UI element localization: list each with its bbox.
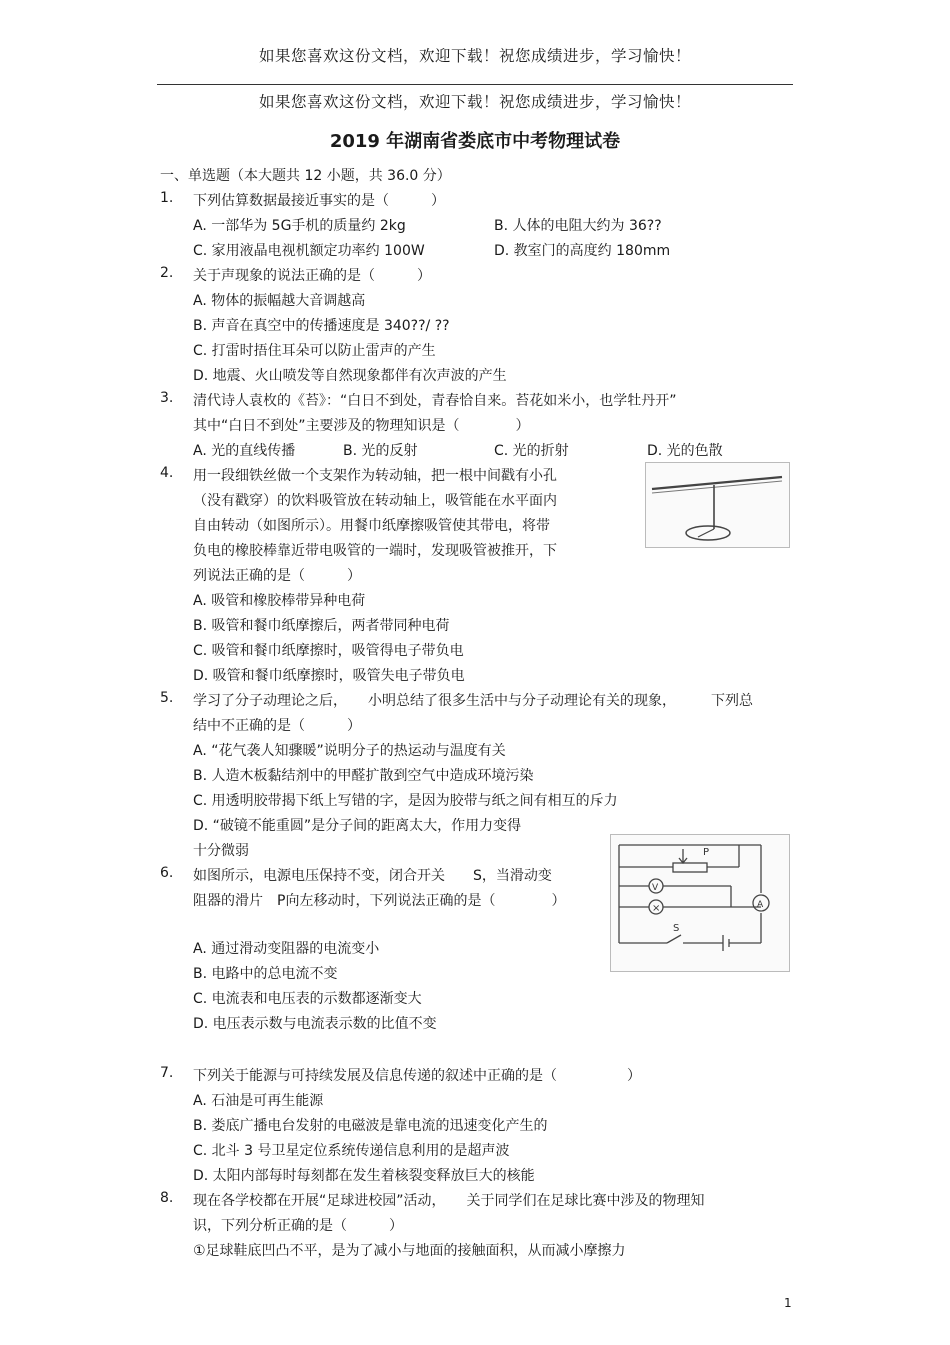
label-x: ×	[652, 903, 661, 914]
q6-stem-line2: 阻器的滑片 P向左移动时，下列说法正确的是（ ）	[193, 893, 566, 909]
q4-stem-line1: 用一段细铁丝做一个支架作为转动轴，把一根中间戳有小孔	[193, 468, 557, 484]
q4-stem-line2: （没有戳穿）的饮料吸管放在转动轴上，吸管能在水平面内	[193, 493, 557, 509]
label-p: P	[703, 847, 710, 858]
q4-straw-figure	[645, 462, 790, 548]
q4-option-b: B. 吸管和餐巾纸摩擦后，两者带同种电荷	[193, 618, 450, 634]
q7-option-b: B. 娄底广播电台发射的电磁波是靠电流的迅速变化产生的	[193, 1118, 548, 1134]
q5-option-d-cont: 十分微弱	[193, 843, 249, 859]
q5-stem-line1: 学习了分子动理论之后， 小明总结了很多生活中与分子动理论有关的现象， 下列总	[193, 693, 753, 709]
q8-number: 8.	[160, 1190, 174, 1206]
q4-stem-line4: 负电的橡胶棒靠近带电吸管的一端时，发现吸管被推开，下	[193, 543, 557, 559]
label-a: A	[757, 900, 764, 910]
q5-option-b: B. 人造木板黏结剂中的甲醛扩散到空气中造成环境污染	[193, 768, 534, 784]
q3-option-d: D. 光的色散	[647, 443, 723, 459]
q6-circuit-figure	[610, 834, 790, 972]
q1-option-c: C. 家用液晶电视机额定功率约 100W	[193, 243, 425, 259]
label-v: V	[652, 883, 659, 893]
q5-option-d: D. “破镜不能重圆”是分子间的距离太大，作用力变得	[193, 818, 522, 834]
q3-option-a: A. 光的直线传播	[193, 443, 296, 459]
q1-option-a: A. 一部华为 5G手机的质量约 2kg	[193, 218, 406, 234]
banner-second: 如果您喜欢这份文档，欢迎下载！祝您成绩进步，学习愉快！	[258, 93, 691, 111]
q6-option-d: D. 电压表示数与电流表示数的比值不变	[193, 1016, 437, 1032]
q2-option-d: D. 地震、火山喷发等自然现象都伴有次声波的产生	[193, 368, 507, 384]
q5-stem-line2: 结中不正确的是（ ）	[193, 718, 361, 734]
q5-option-a: A. “花气袭人知骤暖”说明分子的热运动与温度有关	[193, 743, 506, 759]
q2-option-c: C. 打雷时捂住耳朵可以防止雷声的产生	[193, 343, 436, 359]
q7-option-d: D. 太阳内部每时每刻都在发生着核裂变释放巨大的核能	[193, 1168, 535, 1184]
q7-number: 7.	[160, 1065, 174, 1081]
q4-stem-line3: 自由转动（如图所示）。用餐巾纸摩擦吸管使其带电，将带	[193, 518, 550, 534]
q3-stem-line2: 其中“白日不到处”主要涉及的物理知识是（ ）	[193, 418, 530, 434]
q7-stem: 下列关于能源与可持续发展及信息传递的叙述中正确的是（ ）	[193, 1068, 641, 1084]
q5-option-c: C. 用透明胶带揭下纸上写错的字，是因为胶带与纸之间有相互的斥力	[193, 793, 618, 809]
q4-number: 4.	[160, 465, 174, 481]
q6-option-c: C. 电流表和电压表的示数都逐渐变大	[193, 991, 422, 1007]
q8-stem-line1: 现在各学校都在开展“足球进校园”活动， 关于同学们在足球比赛中涉及的物理知	[193, 1193, 705, 1209]
q8-stem-line2: 识，下列分析正确的是（ ）	[193, 1218, 403, 1234]
q1-stem: 下列估算数据最接近事实的是（ ）	[193, 193, 445, 209]
q2-option-a: A. 物体的振幅越大音调越高	[193, 293, 366, 309]
q6-option-b: B. 电路中的总电流不变	[193, 966, 338, 982]
q1-number: 1.	[160, 190, 174, 206]
page-number: 1	[784, 1296, 792, 1310]
q6-stem-line1: 如图所示，电源电压保持不变，闭合开关 S，当滑动变	[193, 868, 552, 884]
q3-option-c: C. 光的折射	[494, 443, 569, 459]
q6-number: 6.	[160, 865, 174, 881]
banner-top: 如果您喜欢这份文档，欢迎下载！祝您成绩进步，学习愉快！	[258, 47, 691, 65]
exam-title: 2019 年湖南省娄底市中考物理试卷	[329, 131, 621, 152]
q2-stem: 关于声现象的说法正确的是（ ）	[193, 268, 431, 284]
q4-option-c: C. 吸管和餐巾纸摩擦时，吸管得电子带负电	[193, 643, 464, 659]
q2-number: 2.	[160, 265, 174, 281]
q4-option-a: A. 吸管和橡胶棒带异种电荷	[193, 593, 366, 609]
q5-number: 5.	[160, 690, 174, 706]
section-heading: 一、单选题（本大题共 12 小题，共 36.0 分）	[160, 168, 451, 184]
q1-option-b: B. 人体的电阻大约为 36??	[494, 218, 662, 234]
q6-option-a: A. 通过滑动变阻器的电流变小	[193, 941, 380, 957]
label-s: S	[673, 923, 680, 934]
straw-pivot-drawing	[646, 463, 789, 547]
q4-option-d: D. 吸管和餐巾纸摩擦时，吸管失电子带负电	[193, 668, 465, 684]
q3-number: 3.	[160, 390, 174, 406]
header-rule	[157, 84, 793, 85]
q7-option-a: A. 石油是可再生能源	[193, 1093, 324, 1109]
q3-stem-line1: 清代诗人袁枚的《苔》：“白日不到处，青春恰自来。苔花如米小，也学牡丹开”	[193, 393, 677, 409]
q2-option-b: B. 声音在真空中的传播速度是 340??/ ??	[193, 318, 450, 334]
q3-option-b: B. 光的反射	[343, 443, 418, 459]
circuit-diagram	[611, 835, 789, 971]
q8-stem-line3: ①足球鞋底凹凸不平，是为了减小与地面的接触面积，从而减小摩擦力	[193, 1243, 626, 1259]
q4-stem-line5: 列说法正确的是（ ）	[193, 568, 361, 584]
q7-option-c: C. 北斗 3 号卫星定位系统传递信息利用的是超声波	[193, 1143, 510, 1159]
q1-option-d: D. 教室门的高度约 180mm	[494, 243, 671, 259]
